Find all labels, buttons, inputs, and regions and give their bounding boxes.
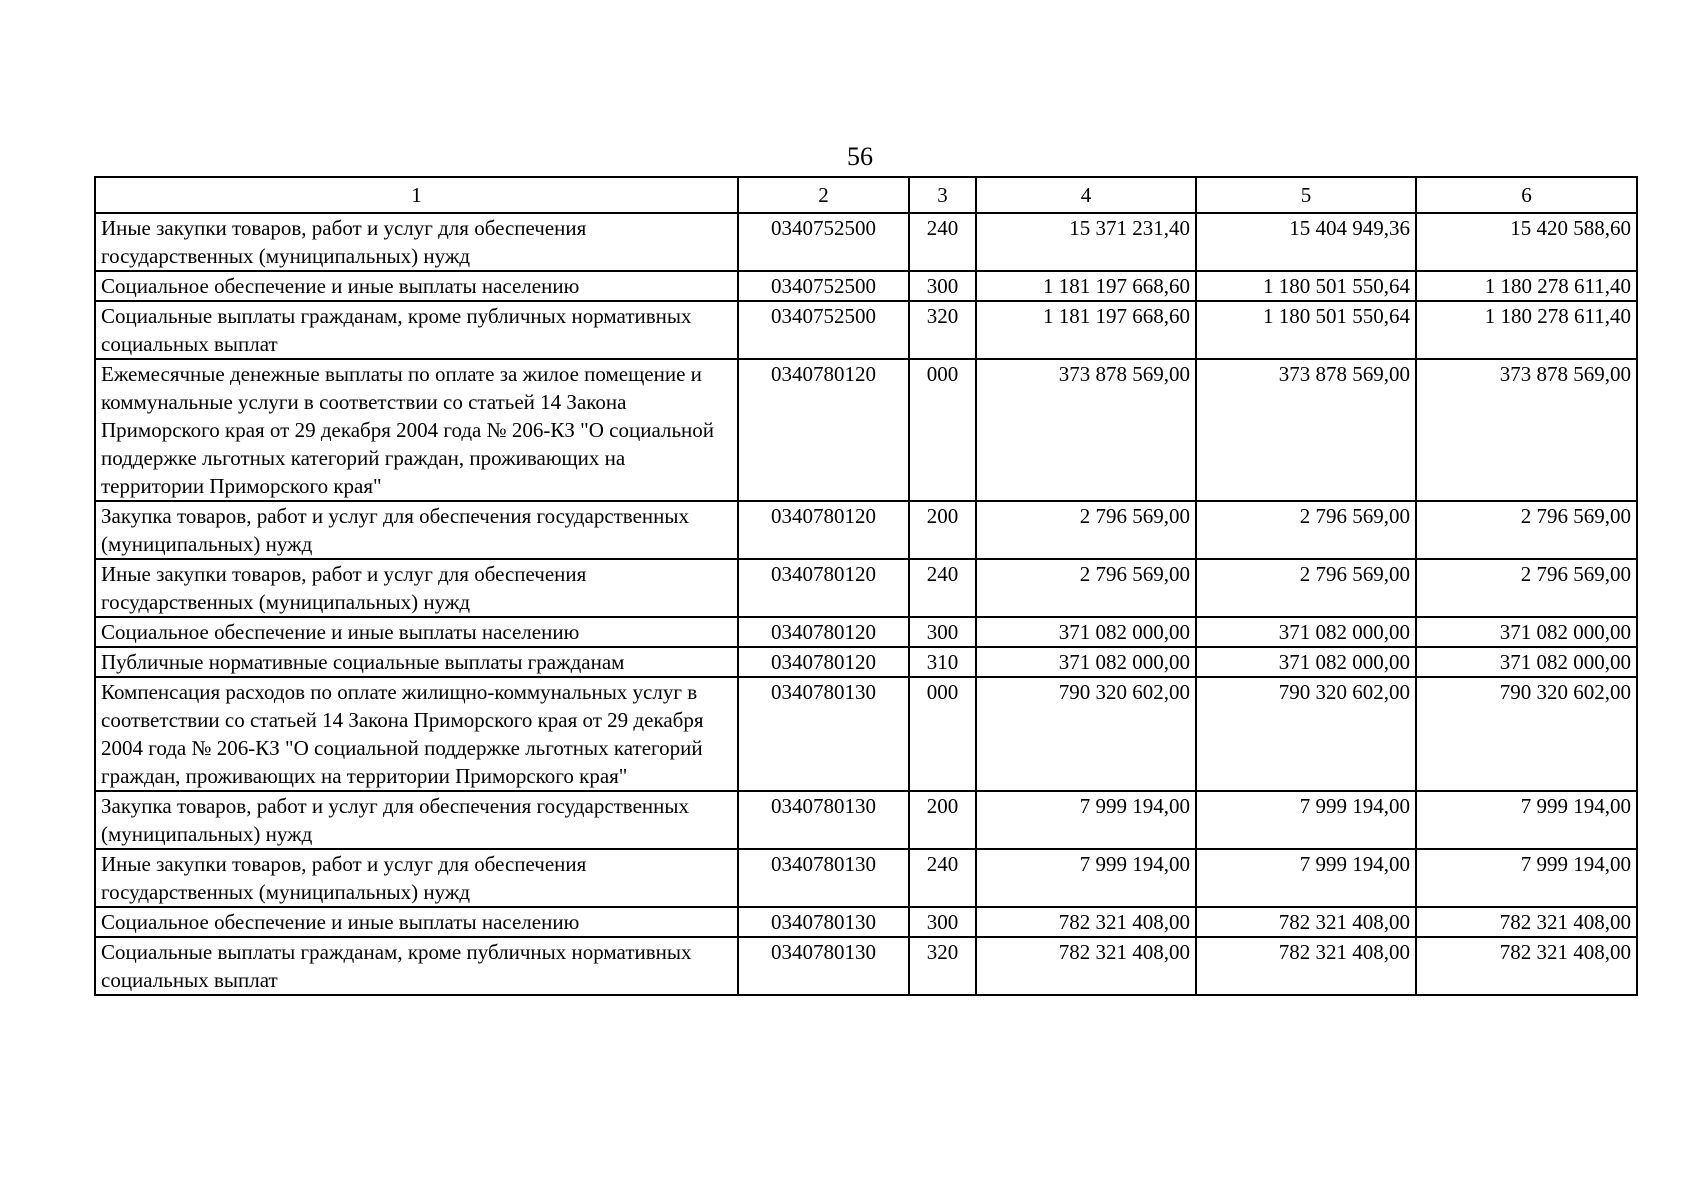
amount-col4: 371 082 000,00: [976, 647, 1196, 677]
target-article-code: 0340780120: [738, 559, 909, 617]
column-header: 1: [95, 177, 738, 213]
amount-col6: 371 082 000,00: [1416, 617, 1637, 647]
table-row: [95, 271, 1637, 301]
amount-col4: 1 181 197 668,60: [976, 301, 1196, 359]
target-article-code: 0340780130: [738, 849, 909, 907]
expense-name: Иные закупки товаров, работ и услуг для обеспечения государственных (муниципальных) нужд: [95, 849, 738, 907]
amount-col5: 2 796 569,00: [1196, 559, 1416, 617]
expense-type-code: 200: [909, 791, 976, 849]
target-article-code: 0340780120: [738, 647, 909, 677]
column-header: 2: [738, 177, 909, 213]
amount-col5: 371 082 000,00: [1196, 617, 1416, 647]
target-article-code: 0340780120: [738, 617, 909, 647]
expense-name: Компенсация расходов по оплате жилищно-коммунальных услуг в соответствии со статьей 14 Закона Приморского края от 29 декабря 2004 года № 206-КЗ "О социальной поддержке льготных категорий граждан, проживающих на территории Приморского края": [95, 677, 738, 791]
table-row: [95, 617, 1637, 647]
amount-col4: 790 320 602,00: [976, 677, 1196, 791]
expense-name: Иные закупки товаров, работ и услуг для обеспечения государственных (муниципальных) нужд: [95, 559, 738, 617]
amount-col6: 790 320 602,00: [1416, 677, 1637, 791]
amount-col6: 373 878 569,00: [1416, 359, 1637, 501]
amount-col4: 7 999 194,00: [976, 791, 1196, 849]
amount-col6: 2 796 569,00: [1416, 559, 1637, 617]
expense-type-code: 240: [909, 849, 976, 907]
expense-name: Социальное обеспечение и иные выплаты населению: [95, 617, 738, 647]
amount-col6: 7 999 194,00: [1416, 791, 1637, 849]
expense-type-code: 320: [909, 301, 976, 359]
amount-col6: 2 796 569,00: [1416, 501, 1637, 559]
target-article-code: 0340752500: [738, 301, 909, 359]
amount-col5: 2 796 569,00: [1196, 501, 1416, 559]
amount-col6: 7 999 194,00: [1416, 849, 1637, 907]
expense-type-code: 300: [909, 907, 976, 937]
target-article-code: 0340780120: [738, 501, 909, 559]
amount-col5: 373 878 569,00: [1196, 359, 1416, 501]
amount-col4: 373 878 569,00: [976, 359, 1196, 501]
table-row: [95, 301, 1637, 359]
table-row: [95, 501, 1637, 559]
amount-col6: 371 082 000,00: [1416, 647, 1637, 677]
expense-type-code: 320: [909, 937, 976, 995]
table-row: [95, 937, 1637, 995]
table-row: [95, 359, 1637, 501]
amount-col5: 790 320 602,00: [1196, 677, 1416, 791]
amount-col5: 782 321 408,00: [1196, 937, 1416, 995]
expense-type-code: 000: [909, 359, 976, 501]
expense-name: Ежемесячные денежные выплаты по оплате за жилое помещение и коммунальные услуги в соответствии со статьей 14 Закона Приморского края от 29 декабря 2004 года № 206-КЗ "О социальной поддержке льготных категорий граждан, проживающих на территории Приморского края": [95, 359, 738, 501]
amount-col4: 2 796 569,00: [976, 501, 1196, 559]
amount-col5: 7 999 194,00: [1196, 849, 1416, 907]
target-article-code: 0340752500: [738, 213, 909, 271]
amount-col6: 782 321 408,00: [1416, 937, 1637, 995]
expense-type-code: 240: [909, 559, 976, 617]
amount-col6: 1 180 278 611,40: [1416, 271, 1637, 301]
target-article-code: 0340780130: [738, 791, 909, 849]
amount-col4: 782 321 408,00: [976, 907, 1196, 937]
expense-name: Иные закупки товаров, работ и услуг для обеспечения государственных (муниципальных) нужд: [95, 213, 738, 271]
amount-col6: 782 321 408,00: [1416, 907, 1637, 937]
amount-col4: 7 999 194,00: [976, 849, 1196, 907]
expense-name: Социальное обеспечение и иные выплаты населению: [95, 907, 738, 937]
expense-type-code: 300: [909, 617, 976, 647]
expense-name: Социальные выплаты гражданам, кроме публичных нормативных социальных выплат: [95, 937, 738, 995]
target-article-code: 0340780130: [738, 937, 909, 995]
amount-col6: 1 180 278 611,40: [1416, 301, 1637, 359]
expense-type-code: 300: [909, 271, 976, 301]
target-article-code: 0340780130: [738, 907, 909, 937]
expense-name: Социальные выплаты гражданам, кроме публичных нормативных социальных выплат: [95, 301, 738, 359]
table-row: [95, 849, 1637, 907]
table-row: [95, 907, 1637, 937]
column-header: 4: [976, 177, 1196, 213]
amount-col5: 1 180 501 550,64: [1196, 271, 1416, 301]
table-row: [95, 677, 1637, 791]
table-row: [95, 213, 1637, 271]
column-header: 6: [1416, 177, 1637, 213]
expense-type-code: 000: [909, 677, 976, 791]
amount-col5: 7 999 194,00: [1196, 791, 1416, 849]
expense-type-code: 200: [909, 501, 976, 559]
expense-name: Закупка товаров, работ и услуг для обеспечения государственных (муниципальных) нужд: [95, 791, 738, 849]
table-row: [95, 647, 1637, 677]
amount-col4: 1 181 197 668,60: [976, 271, 1196, 301]
amount-col5: 782 321 408,00: [1196, 907, 1416, 937]
expense-name: Закупка товаров, работ и услуг для обеспечения государственных (муниципальных) нужд: [95, 501, 738, 559]
amount-col5: 371 082 000,00: [1196, 647, 1416, 677]
expense-name: Публичные нормативные социальные выплаты гражданам: [95, 647, 738, 677]
amount-col6: 15 420 588,60: [1416, 213, 1637, 271]
amount-col4: 15 371 231,40: [976, 213, 1196, 271]
target-article-code: 0340780130: [738, 677, 909, 791]
header-row: [95, 177, 1637, 213]
amount-col5: 15 404 949,36: [1196, 213, 1416, 271]
budget-table: [94, 176, 1638, 996]
amount-col4: 2 796 569,00: [976, 559, 1196, 617]
target-article-code: 0340752500: [738, 271, 909, 301]
table-row: [95, 791, 1637, 849]
amount-col4: 371 082 000,00: [976, 617, 1196, 647]
target-article-code: 0340780120: [738, 359, 909, 501]
table-row: [95, 559, 1637, 617]
expense-type-code: 240: [909, 213, 976, 271]
amount-col4: 782 321 408,00: [976, 937, 1196, 995]
expense-type-code: 310: [909, 647, 976, 677]
column-header: 5: [1196, 177, 1416, 213]
expense-name: Социальное обеспечение и иные выплаты населению: [95, 271, 738, 301]
amount-col5: 1 180 501 550,64: [1196, 301, 1416, 359]
page-number: 56: [847, 142, 873, 171]
column-header: 3: [909, 177, 976, 213]
